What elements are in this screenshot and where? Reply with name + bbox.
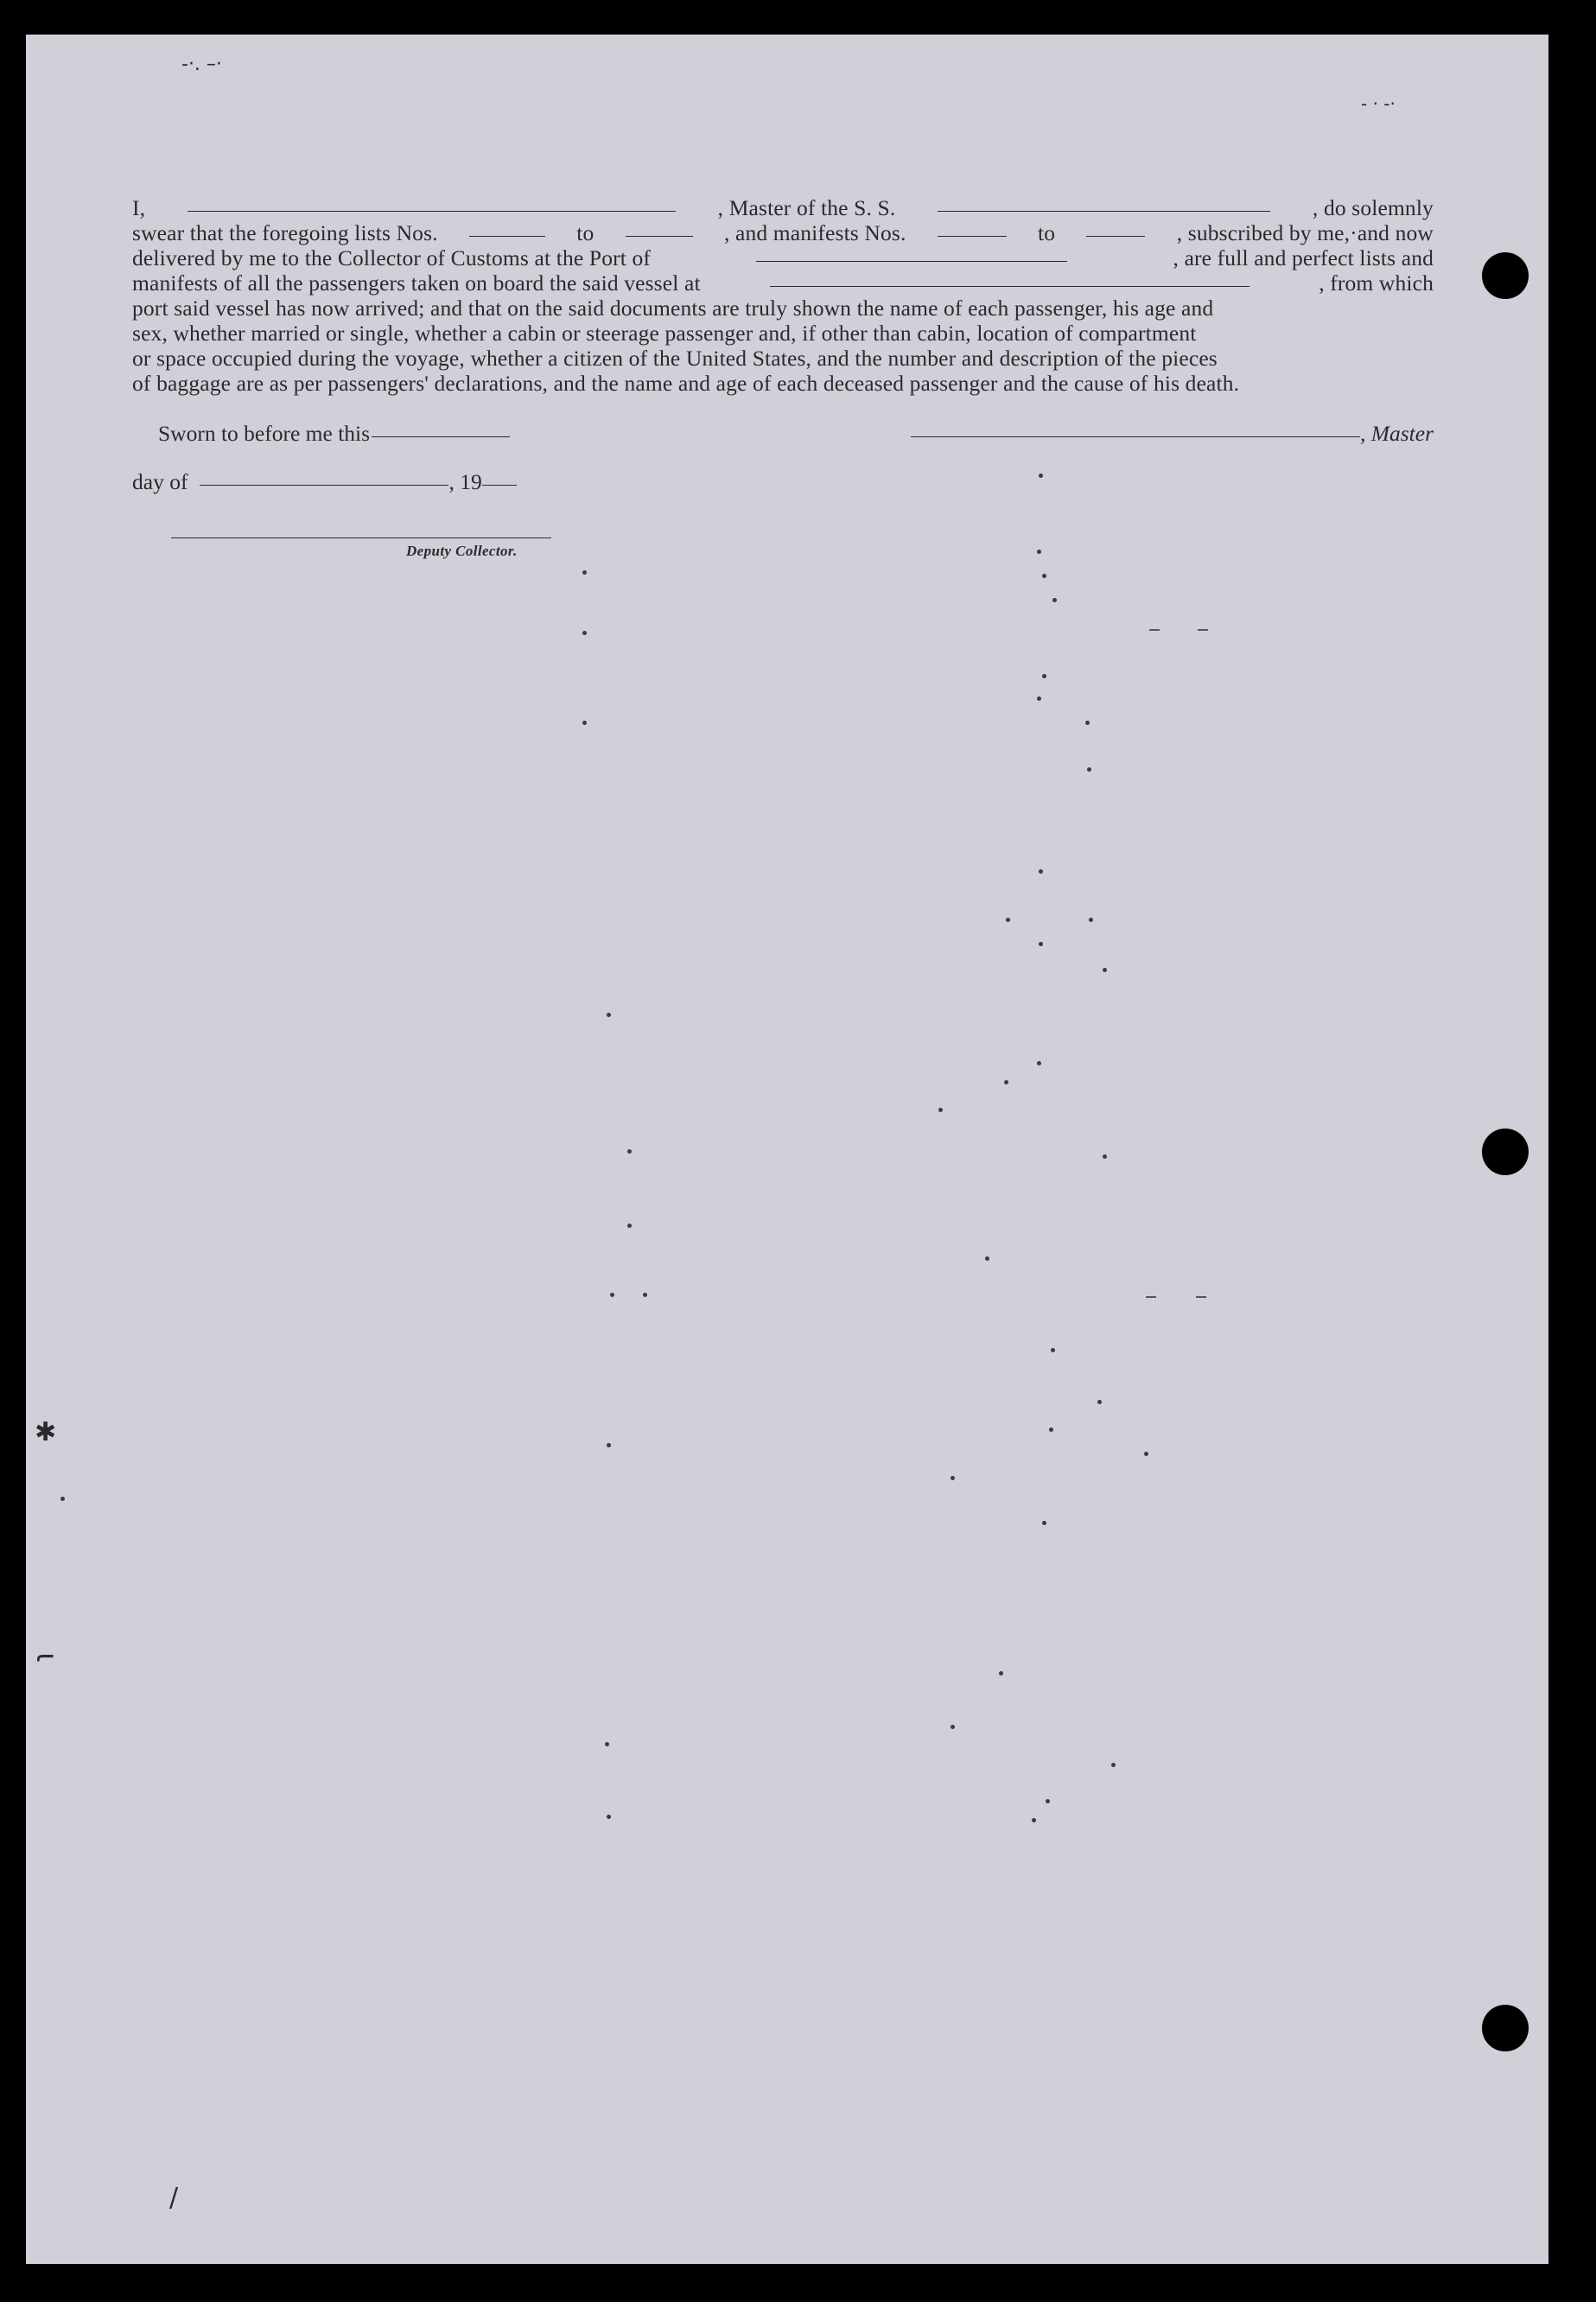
oath-text: delivered by me to the Collector of Customs at the Port of [132,245,652,270]
scan-speck [643,1293,647,1297]
form-page [26,35,1548,2264]
handwritten-mark: / [169,2183,179,2213]
scan-speck [1097,1400,1102,1404]
oath-text: to [576,220,595,245]
scan-speck [1049,1428,1053,1432]
oath-line-2 [132,220,1434,245]
oath-text: swear that the foregoing lists Nos. [132,220,438,245]
scan-speck [1087,767,1091,772]
scan-speck: ✱ [35,1417,57,1447]
sworn-line [158,421,510,447]
scan-speck: - · -· [1361,93,1396,114]
scan-speck [1042,1521,1046,1525]
oath-text: of baggage are as per passengers' declarations, and the name and age of each deceased passenger and the cause of his death. [132,371,1240,396]
lists-from-blank[interactable] [469,236,545,237]
punch-hole [1482,2005,1529,2051]
oath-line-3 [132,245,1434,270]
oath-text: or space occupied during the voyage, whether a citizen of the United States, and the number and description of the pieces [132,346,1218,371]
scan-speck [1089,918,1093,922]
scan-speck [1032,1818,1036,1822]
oath-line-4 [132,270,1434,296]
scan-speck [607,1443,611,1447]
day-of-label: day of [132,469,188,494]
master-name-blank[interactable] [188,211,676,212]
oath-text: , subscribed by me,·and now [1176,220,1434,245]
punch-hole [1482,252,1529,299]
scan-speck [999,1671,1003,1676]
scan-speck [1039,869,1043,874]
day-of-line [132,469,517,495]
oath-text: to [1038,220,1056,245]
scan-speck [1042,674,1046,678]
scan-speck [1039,474,1043,478]
oath-text: manifests of all the passengers taken on board the said vessel at [132,270,701,296]
scan-speck [582,570,587,575]
manifests-to-blank[interactable] [1086,236,1145,237]
scan-speck [1046,1799,1050,1803]
oath-paragraph [132,195,1434,396]
oath-text: , and manifests Nos. [723,220,906,245]
scan-speck [1051,1348,1055,1352]
scan-speck [610,1293,614,1297]
scan-speck [1146,1296,1156,1298]
scan-speck [938,1108,943,1112]
sworn-date-blank[interactable] [372,436,510,437]
oath-line-8 [132,371,1434,396]
scan-speck [1037,696,1041,701]
scan-speck [582,631,587,635]
day-month-blank[interactable] [200,485,448,486]
oath-text: I, [132,195,146,220]
scan-speck [1149,629,1160,631]
oath-line-5 [132,296,1434,321]
scan-speck [607,1013,611,1017]
year-blank[interactable] [482,485,517,486]
oath-line-6 [132,321,1434,346]
scan-speck [627,1149,632,1154]
scan-speck [951,1725,955,1729]
punch-hole [1482,1129,1529,1175]
embark-port-blank[interactable] [770,286,1249,287]
scan-speck [1037,550,1041,554]
scan-speck [1006,918,1010,922]
handwritten-mark: ɩ [29,1652,64,1663]
oath-line-7 [132,346,1434,371]
scan-speck [1111,1763,1116,1767]
deputy-signature-blank[interactable] [171,537,551,538]
master-signature-line [911,421,1434,447]
scan-speck [607,1815,611,1819]
scan-speck [951,1476,955,1480]
scan-speck [627,1224,632,1228]
oath-text: , from which [1319,270,1434,296]
scan-speck [605,1742,609,1746]
scan-speck [1042,574,1046,578]
scan-speck [60,1497,65,1501]
scan-speck [1103,968,1107,972]
scan-speck [985,1256,989,1261]
master-label: , Master [1360,421,1434,446]
scan-speck [582,721,587,725]
sworn-label: Sworn to before me this [158,421,371,446]
scan-speck [1144,1452,1148,1456]
oath-line-1 [132,195,1434,220]
scan-speck [1052,598,1057,602]
oath-text: sex, whether married or single, whether a cabin or steerage passenger and, if other than cabin, location of compartment [132,321,1197,346]
manifests-from-blank[interactable] [938,236,1007,237]
oath-text: , Master of the S. S. [717,195,896,220]
scan-speck [1198,629,1208,631]
master-signature-blank[interactable] [911,436,1360,437]
oath-text: port said vessel has now arrived; and that on the said documents are truly shown the name of each passenger, his age and [132,296,1214,321]
oath-text: , are full and perfect lists and [1173,245,1434,270]
lists-to-blank[interactable] [626,236,693,237]
year-label: , 19 [448,469,482,494]
scan-speck [1085,721,1090,725]
scan-speck [1196,1296,1206,1298]
port-blank[interactable] [756,261,1067,262]
deputy-collector-label: Deputy Collector. [406,543,518,559]
scan-speck [1004,1080,1008,1084]
oath-text: , do solemnly [1312,195,1434,220]
scan-speck [1037,1061,1041,1065]
scan-speck: -·. –· [181,54,222,75]
scan-speck [1039,942,1043,946]
scan-speck [1103,1154,1107,1159]
ship-name-blank[interactable] [938,211,1270,212]
